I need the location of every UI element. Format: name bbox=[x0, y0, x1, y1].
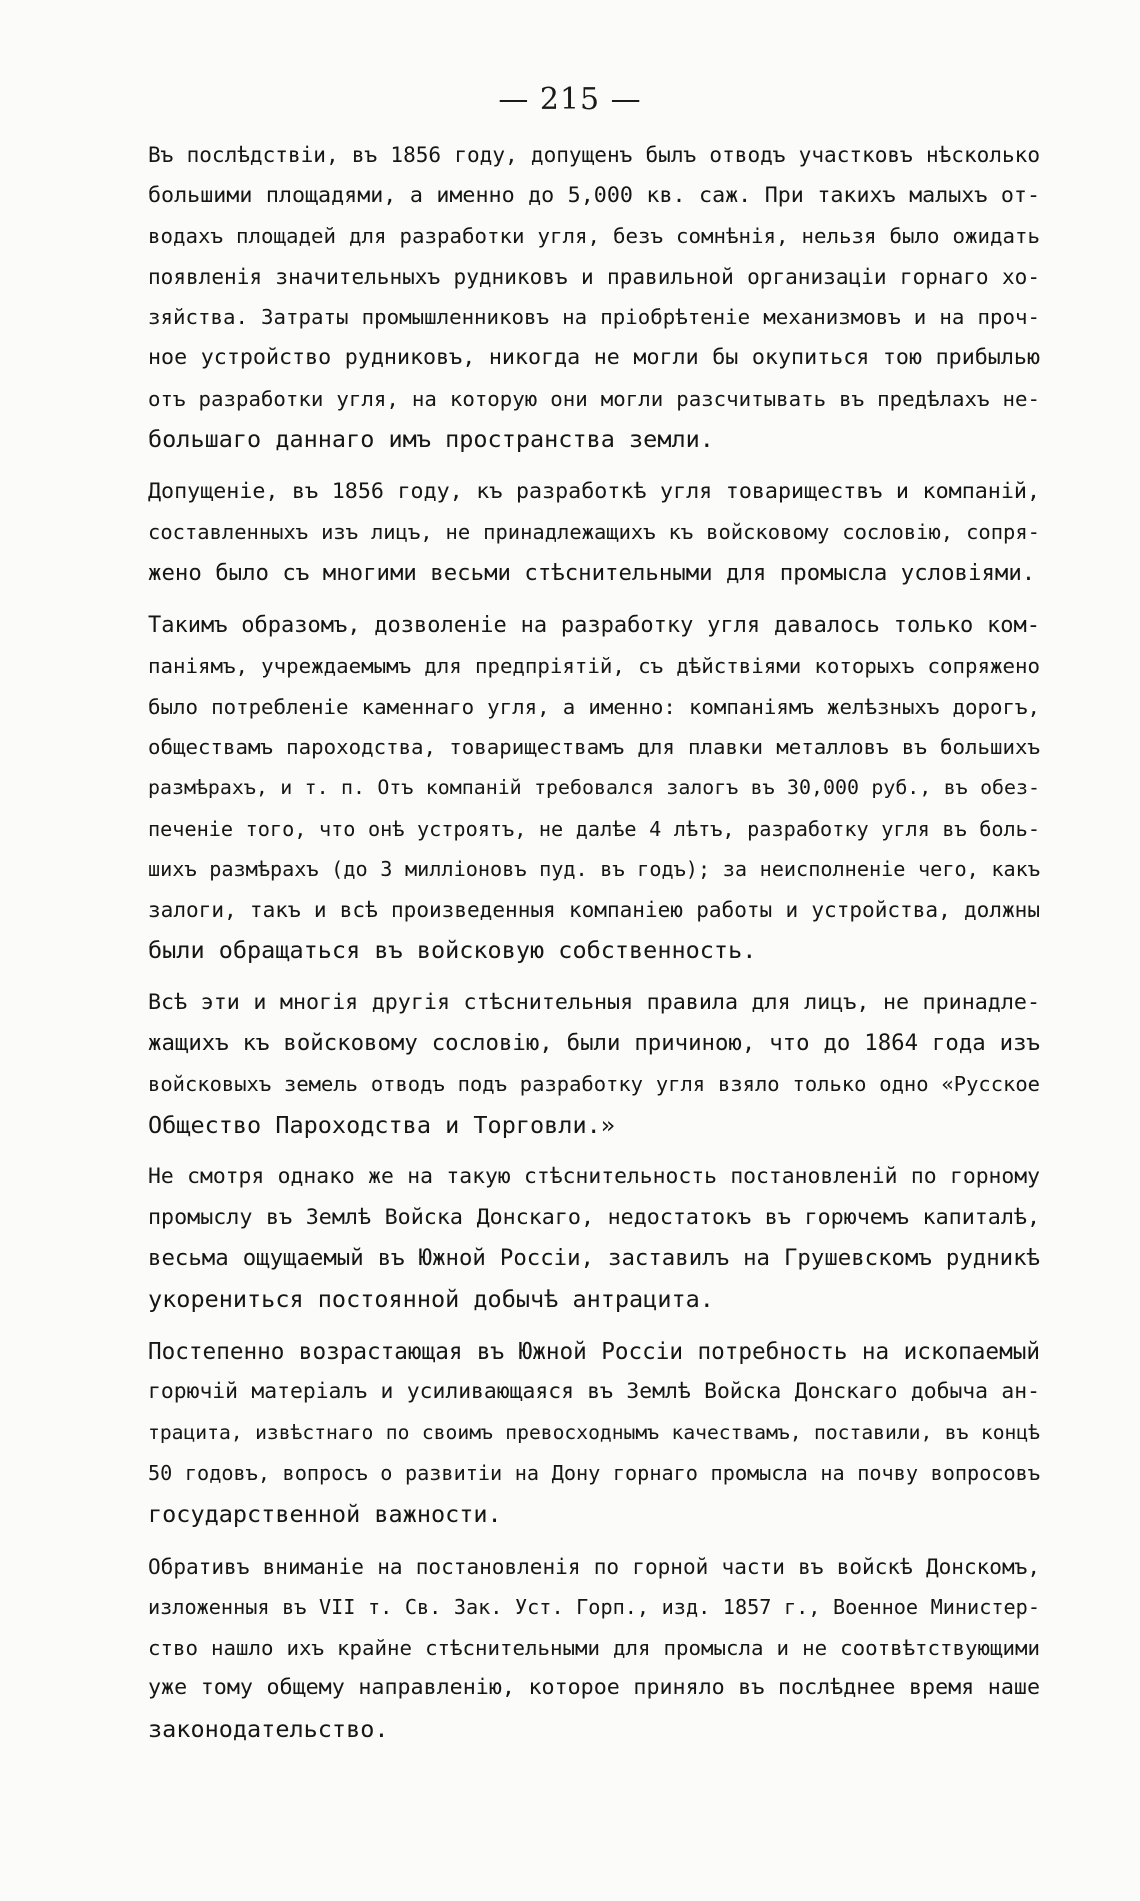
text-line: 50 годовъ, вопросъ о развитіи на Дону горнаго промысла на почву вопросовъ bbox=[148, 1461, 1040, 1486]
text-line: Всѣ эти и многія другія стѣснительныя правила для лицъ, не принадле- bbox=[148, 989, 1040, 1015]
paragraph-3 bbox=[148, 606, 1040, 971]
text-line: укорениться постоянной добычѣ антрацита. bbox=[148, 1285, 714, 1314]
text-line: законодательство. bbox=[148, 1714, 389, 1743]
text-line: Общество Пароходства и Торговли.» bbox=[148, 1110, 615, 1139]
paragraph-7 bbox=[148, 1547, 1040, 1750]
text-line: водахъ площадей для разработки угля, безъ сомнѣнія, нельзя было ожидать bbox=[148, 224, 1040, 249]
text-line: паніямъ, учреждаемымъ для предпріятій, съ дѣйствіями которыхъ сопряжено bbox=[148, 654, 1040, 679]
text-line: Въ послѣдствіи, въ 1856 году, допущенъ былъ отводъ участковъ нѣсколько bbox=[148, 142, 1040, 167]
text-line: печеніе того, что онѣ устроятъ, не далѣе 4 лѣтъ, разработку угля въ боль- bbox=[148, 816, 1040, 841]
page-number: — 215 — bbox=[498, 82, 642, 117]
text-line: Не смотря однако же на такую стѣснительность постановленій по горному bbox=[148, 1164, 1040, 1190]
text-line: большими площадями, а именно до 5,000 кв. саж. При такихъ малыхъ от- bbox=[148, 182, 1040, 208]
text-line: изложенныя въ VII т. Св. Зак. Уст. Горп., изд. 1857 г., Военное Министер- bbox=[148, 1595, 1040, 1620]
text-line: уже тому общему направленію, которое приняло въ послѣднее время наше bbox=[148, 1675, 1040, 1701]
text-line: Такимъ образомъ, дозволеніе на разработку угля давалось только ком- bbox=[148, 612, 1040, 638]
text-line: горючій матеріалъ и усиливающаяся въ Землѣ Войска Донскаго добыча ан- bbox=[148, 1379, 1040, 1405]
text-line: большаго даннаго имъ пространства земли. bbox=[148, 425, 714, 454]
text-line: Постепенно возрастающая въ Южной Россіи потребность на ископаемый bbox=[148, 1338, 1040, 1365]
text-line: государственной важности. bbox=[148, 1500, 502, 1528]
text-line: ное устройство рудниковъ, никогда не могли бы окупиться тою прибылью bbox=[148, 344, 1040, 370]
text-line: обществамъ пароходства, товариществамъ для плавки металловъ въ большихъ bbox=[148, 735, 1040, 760]
text-line: было потребленіе каменнаго угля, а именно: компаніямъ желѣзныхъ дорогъ, bbox=[148, 694, 1040, 719]
text-line: войсковыхъ земель отводъ подъ разработку угля взяло только одно «Русское bbox=[148, 1072, 1040, 1097]
text-line: появленія значительныхъ рудниковъ и правильной организаціи горнаго хо- bbox=[148, 263, 1040, 289]
text-line: трацита, извѣстнаго по своимъ превосходнымъ качествамъ, поставили, въ концѣ bbox=[148, 1420, 1040, 1444]
text-line: шихъ размѣрахъ (до 3 милліоновъ пуд. въ годъ); за неисполненіе чего, какъ bbox=[148, 857, 1040, 882]
paragraph-6 bbox=[148, 1332, 1040, 1535]
text-line: ство нашло ихъ крайне стѣснительными для промысла и не соотвѣтствующими bbox=[148, 1635, 1040, 1660]
text-line: были обращаться въ войсковую собственность. bbox=[148, 936, 757, 965]
text-line: Допущеніе, въ 1856 году, къ разработкѣ угля товариществъ и компаній, bbox=[148, 478, 1040, 504]
paragraph-5 bbox=[148, 1157, 1040, 1319]
text-line: жащихъ къ войсковому сословію, были причиною, что до 1864 года изъ bbox=[148, 1030, 1040, 1057]
body-text bbox=[148, 135, 1040, 1762]
text-line: жено было съ многими весьми стѣснительными для промысла условіями. bbox=[148, 559, 1036, 586]
text-line: Обративъ вниманіе на постановленія по горной части въ войскѣ Донскомъ, bbox=[148, 1553, 1040, 1579]
text-line: зяйства. Затраты промышленниковъ на пріобрѣтеніе механизмовъ и на проч- bbox=[148, 305, 1040, 330]
text-line: составленныхъ изъ лицъ, не принадлежащихъ къ войсковому сословію, сопря- bbox=[148, 520, 1040, 545]
paragraph-2 bbox=[148, 472, 1040, 594]
text-line: промыслу въ Землѣ Войска Донскаго, недостатокъ въ горючемъ капиталѣ, bbox=[148, 1204, 1040, 1230]
text-line: размѣрахъ, и т. п. Отъ компаній требовался залогъ въ 30,000 руб., въ обез- bbox=[148, 775, 1040, 799]
paragraph-1 bbox=[148, 135, 1040, 460]
text-line: весьма ощущаемый въ Южной Россіи, заставилъ на Грушевскомъ рудникѣ bbox=[148, 1245, 1040, 1272]
text-line: отъ разработки угля, на которую они могли разсчитывать въ предѣлахъ не- bbox=[148, 386, 1040, 411]
paragraph-4 bbox=[148, 983, 1040, 1145]
text-line: залоги, такъ и всѣ произведенныя компаніею работы и устройства, должны bbox=[148, 896, 1040, 922]
